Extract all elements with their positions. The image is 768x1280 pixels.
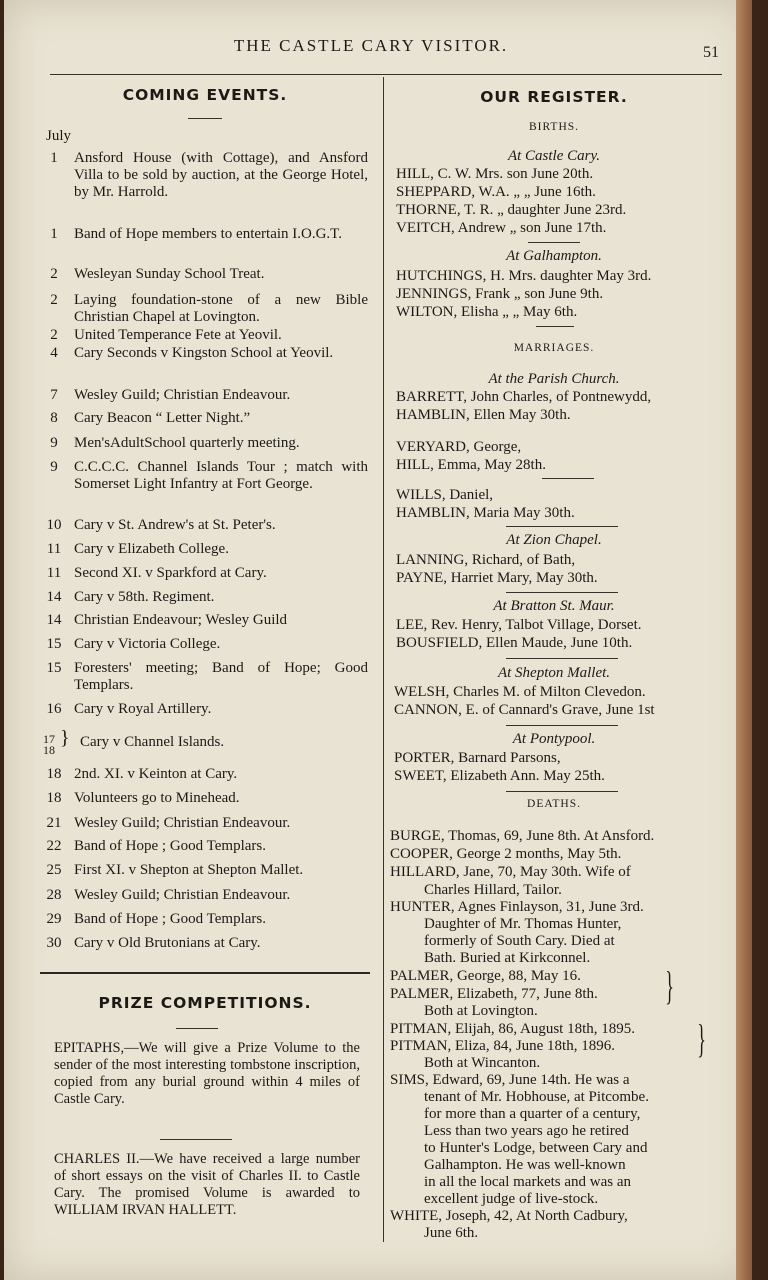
- register-line: June 6th.: [424, 1225, 479, 1241]
- register-line: HUTCHINGS, H. Mrs. daughter May 3rd.: [396, 268, 652, 284]
- short-rule: [506, 791, 618, 792]
- event-text: Cary v Channel Islands.: [80, 734, 225, 750]
- register-line: excellent judge of live-stock.: [424, 1191, 599, 1207]
- register-line: SWEET, Elizabeth Ann. May 25th.: [394, 768, 605, 784]
- births-heading: BIRTHS.: [528, 121, 580, 133]
- event-text: Band of Hope members to entertain I.O.G.T.: [74, 226, 342, 242]
- short-rule: [542, 478, 594, 479]
- short-rule: [160, 1139, 232, 1140]
- register-line: formerly of South Cary. Died at: [424, 933, 615, 949]
- register-line: WILLS, Daniel,: [396, 487, 494, 503]
- event-text: Cary v Old Brutonians at Cary.: [74, 935, 261, 951]
- our-register-heading: OUR REGISTER.: [480, 88, 628, 106]
- register-line: SIMS, Edward, 69, June 14th. He was a: [390, 1072, 630, 1088]
- register-line: WHITE, Joseph, 42, At North Cadbury,: [390, 1208, 628, 1224]
- event-day: 2: [50, 266, 58, 282]
- event-day: 7: [50, 387, 58, 403]
- column-separator: [383, 77, 384, 1242]
- event-day: 18: [46, 790, 62, 806]
- register-line: WILTON, Elisha „ „ May 6th.: [396, 304, 578, 320]
- register-line: BARRETT, John Charles, of Pontnewydd,: [396, 389, 652, 405]
- register-line: SHEPPARD, W.A. „ „ June 16th.: [396, 184, 596, 200]
- register-line: PAYNE, Harriet Mary, May 30th.: [396, 570, 598, 586]
- event-day: 18: [46, 766, 62, 782]
- event-text: Cary v Royal Artillery.: [74, 701, 212, 717]
- register-line: BOUSFIELD, Ellen Maude, June 10th.: [396, 635, 633, 651]
- short-rule: [506, 526, 618, 527]
- epitaphs-paragraph: EPITAPHS,—We will give a Prize Volume to the sender of the most interesting tombstone inscription, copied from any burial ground within 4 miles of Castle Cary.: [54, 1040, 360, 1107]
- event-text: Volunteers go to Minehead.: [74, 790, 240, 806]
- event-day: 14: [46, 589, 62, 605]
- register-line: Galhampton. He was well-known: [424, 1157, 626, 1173]
- register-line: PALMER, Elizabeth, 77, June 8th.: [390, 986, 598, 1002]
- event-text: Cary Beacon “ Letter Night.”: [74, 410, 251, 426]
- event-text: Ansford House (with Cottage), and Ansford Villa to be sold by auction, at the George Hotel, by Mr. Harrold.: [74, 150, 368, 200]
- event-day: 9: [50, 459, 58, 475]
- event-text: Men'sAdultSchool quarterly meeting.: [74, 435, 300, 451]
- register-line: Charles Hillard, Tailor.: [424, 882, 562, 898]
- section-rule: [40, 972, 370, 974]
- event-text: Laying foundation-stone of a new Bible Christian Chapel at Lovington.: [74, 292, 368, 325]
- book-edge: [736, 0, 752, 1280]
- register-line: PITMAN, Elijah, 86, August 18th, 1895.: [390, 1021, 636, 1037]
- event-text: Band of Hope ; Good Templars.: [74, 838, 266, 854]
- register-line: Daughter of Mr. Thomas Hunter,: [424, 916, 622, 932]
- event-day: 1: [50, 226, 58, 242]
- event-text: United Temperance Fete at Yeovil.: [74, 327, 282, 343]
- event-day: 17 18: [43, 732, 55, 757]
- event-day: 11: [46, 565, 62, 581]
- register-line: CANNON, E. of Cannard's Grave, June 1st: [394, 702, 655, 718]
- register-line: WELSH, Charles M. of Milton Clevedon.: [394, 684, 646, 700]
- brace-icon: }: [697, 1016, 706, 1061]
- page-number: 51: [703, 44, 719, 61]
- event-text: Second XI. v Sparkford at Cary.: [74, 565, 267, 581]
- register-line: HILLARD, Jane, 70, May 30th. Wife of: [390, 864, 631, 880]
- event-day: 16: [46, 701, 62, 717]
- register-line: in all the local markets and was an: [424, 1174, 632, 1190]
- short-rule: [506, 658, 618, 659]
- register-line: for more than a quarter of a century,: [424, 1106, 641, 1122]
- event-text: Band of Hope ; Good Templars.: [74, 911, 266, 927]
- register-line: COOPER, George 2 months, May 5th.: [390, 846, 622, 862]
- short-rule: [176, 1028, 218, 1029]
- month-label: July: [46, 128, 72, 144]
- register-line: LANNING, Richard, of Bath,: [396, 552, 576, 568]
- coming-events-heading: COMING EVENTS.: [122, 86, 288, 104]
- place-heading: At the Parish Church.: [488, 371, 620, 387]
- place-heading: At Pontypool.: [512, 731, 596, 747]
- short-rule: [528, 242, 580, 243]
- register-line: to Hunter's Lodge, between Cary and: [424, 1140, 648, 1156]
- event-day: 2: [50, 327, 58, 343]
- event-text: C.C.C.C. Channel Islands Tour ; match with Somerset Light Infantry at Fort George.: [74, 459, 368, 492]
- register-line: Both at Wincanton.: [424, 1055, 541, 1071]
- page-header-title: THE CASTLE CARY VISITOR.: [233, 36, 509, 55]
- header-rule: [50, 74, 722, 75]
- page: [4, 0, 752, 1280]
- register-line: HAMBLIN, Maria May 30th.: [396, 505, 575, 521]
- event-text: Cary v Victoria College.: [74, 636, 221, 652]
- event-day: 15: [46, 636, 62, 652]
- event-day: 21: [46, 815, 62, 831]
- event-day: 14: [46, 612, 62, 628]
- event-text: Wesley Guild; Christian Endeavour.: [74, 887, 291, 903]
- register-line: PORTER, Barnard Parsons,: [394, 750, 561, 766]
- event-day: 28: [46, 887, 62, 903]
- marriages-heading: MARRIAGES.: [513, 342, 595, 354]
- event-day: 11: [46, 541, 62, 557]
- event-day: 2: [50, 292, 58, 308]
- event-day: 10: [46, 517, 62, 533]
- event-text: Cary v Elizabeth College.: [74, 541, 229, 557]
- short-rule: [536, 326, 574, 327]
- register-line: JENNINGS, Frank „ son June 9th.: [396, 286, 604, 302]
- event-text: First XI. v Shepton at Shepton Mallet.: [74, 862, 304, 878]
- event-day: 25: [46, 862, 62, 878]
- charles-paragraph: CHARLES II.—We have received a large number of short essays on the visit of Charles II. to Castle Cary. The promised Volume is awarded to WILLIAM IRVAN HALLETT.: [54, 1151, 360, 1218]
- register-line: HAMBLIN, Ellen May 30th.: [396, 407, 571, 423]
- register-line: PALMER, George, 88, May 16.: [390, 968, 581, 984]
- event-text: Foresters' meeting; Band of Hope; Good Templars.: [74, 660, 368, 693]
- event-day: 8: [50, 410, 58, 426]
- event-text: Wesley Guild; Christian Endeavour.: [74, 815, 291, 831]
- brace-icon: }: [665, 963, 674, 1008]
- register-line: HUNTER, Agnes Finlayson, 31, June 3rd.: [390, 899, 644, 915]
- prize-competitions-heading: PRIZE COMPETITIONS.: [98, 994, 312, 1012]
- register-line: Less than two years ago he retired: [424, 1123, 629, 1139]
- event-text: Cary v 58th. Regiment.: [74, 589, 215, 605]
- place-heading: At Galhampton.: [506, 248, 602, 264]
- event-day: 1: [50, 150, 58, 166]
- event-text: Cary Seconds v Kingston School at Yeovil.: [74, 345, 334, 361]
- register-line: BURGE, Thomas, 69, June 8th. At Ansford.: [390, 828, 655, 844]
- place-heading: At Shepton Mallet.: [497, 665, 611, 681]
- short-rule: [188, 118, 222, 119]
- register-line: VEITCH, Andrew „ son June 17th.: [396, 220, 607, 236]
- event-text: Christian Endeavour; Wesley Guild: [74, 612, 288, 628]
- place-heading: At Zion Chapel.: [506, 532, 602, 548]
- event-text: Cary v St. Andrew's at St. Peter's.: [74, 517, 276, 533]
- place-heading: At Bratton St. Maur.: [493, 598, 615, 614]
- deaths-heading: DEATHS.: [527, 798, 581, 810]
- register-line: tenant of Mr. Hobhouse, at Pitcombe.: [424, 1089, 649, 1105]
- register-line: HILL, C. W. Mrs. son June 20th.: [396, 166, 594, 182]
- event-day: 29: [46, 911, 62, 927]
- brace-icon: }: [60, 727, 70, 749]
- register-line: PITMAN, Eliza, 84, June 18th, 1896.: [390, 1038, 615, 1054]
- event-text: Wesleyan Sunday School Treat.: [74, 266, 265, 282]
- register-line: Both at Lovington.: [424, 1003, 538, 1019]
- register-line: HILL, Emma, May 28th.: [396, 457, 546, 473]
- place-heading: At Castle Cary.: [507, 148, 601, 164]
- event-day: 4: [50, 345, 58, 361]
- register-line: VERYARD, George,: [396, 439, 522, 455]
- event-day: 30: [46, 935, 62, 951]
- event-text: Wesley Guild; Christian Endeavour.: [74, 387, 291, 403]
- event-text: 2nd. XI. v Keinton at Cary.: [74, 766, 238, 782]
- event-day: 22: [46, 838, 62, 854]
- event-day: 15: [46, 660, 62, 676]
- register-line: Bath. Buried at Kirkconnel.: [424, 950, 591, 966]
- register-line: THORNE, T. R. „ daughter June 23rd.: [396, 202, 627, 218]
- event-day: 9: [50, 435, 58, 451]
- register-line: LEE, Rev. Henry, Talbot Village, Dorset.: [396, 617, 642, 633]
- short-rule: [506, 592, 618, 593]
- short-rule: [506, 725, 618, 726]
